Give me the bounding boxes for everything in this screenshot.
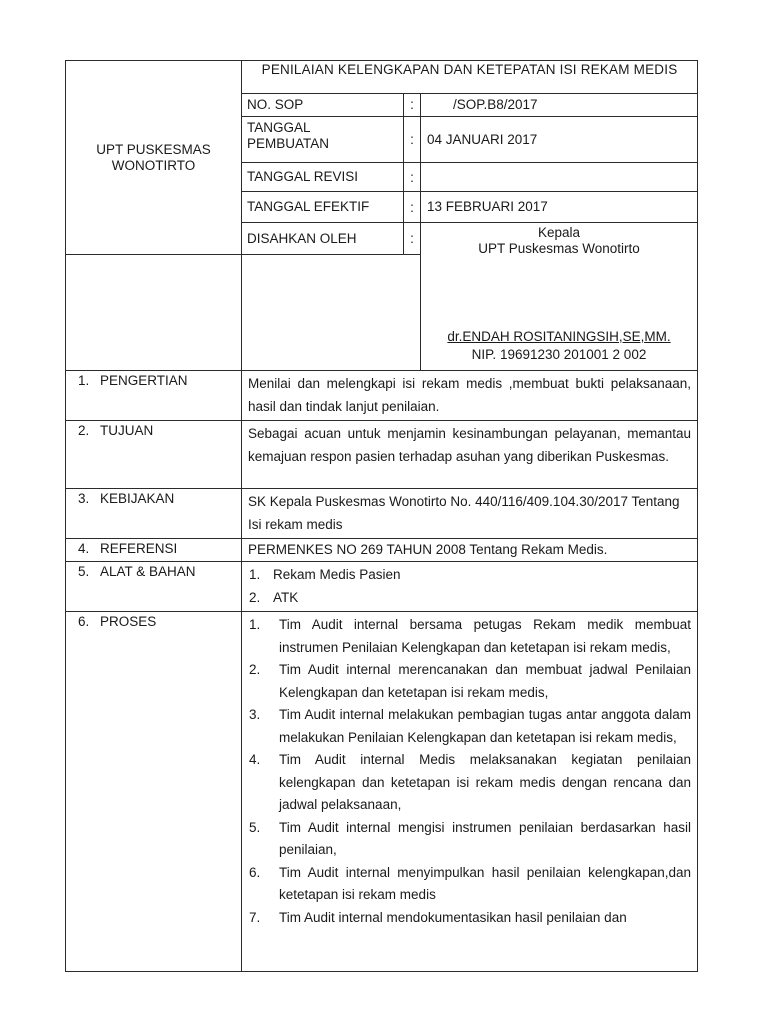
list-text: Tim Audit internal mendokumentasikan hasil penilaian dan — [279, 909, 627, 925]
section-body-alat-bahan — [242, 562, 698, 612]
list-text: Tim Audit internal menyimpulkan hasil penilaian kelengkapan,dan ketetapan isi rekam medis — [279, 864, 692, 902]
list-text: Tim Audit internal merencanakan dan membuat jadwal Penilaian Kelengkapan dan ketetapan isi rekam medis, — [279, 662, 692, 700]
list-item — [248, 659, 691, 704]
colon: : — [404, 163, 421, 192]
section-title: KEBIJAKAN — [100, 491, 175, 506]
list-text: Rekam Medis Pasien — [273, 567, 401, 582]
section-number: 5. — [78, 564, 90, 579]
list-item — [248, 564, 691, 587]
list-text: Tim Audit internal bersama petugas Rekam medik membuat instrumen Penilaian Kelengkapan dan ketetapan isi rekam medis, — [279, 617, 692, 655]
field-value-tanggal-revisi — [421, 163, 698, 192]
section-label-alat-bahan — [66, 562, 242, 612]
section-number: 1. — [78, 373, 90, 388]
list-item — [248, 817, 691, 862]
empty-cell — [242, 255, 421, 371]
list-number: 2. — [249, 589, 261, 605]
sop-table — [65, 60, 698, 972]
section-label-kebijakan — [66, 489, 242, 539]
list-text: ATK — [273, 589, 299, 605]
approver-nip: NIP. 19691230 201001 2 002 — [471, 347, 647, 362]
section-body-referensi: PERMENKES NO 269 TAHUN 2008 Tentang Rekam Medis. — [242, 539, 698, 562]
list-number: 3. — [249, 707, 261, 722]
approver-title — [421, 225, 697, 257]
org-name-cell — [66, 61, 242, 255]
list-item — [248, 907, 691, 930]
approver-title-line2: UPT Puskesmas Wonotirto — [478, 241, 640, 256]
section-number: 3. — [78, 491, 90, 506]
field-label-tanggal-revisi: TANGGAL REVISI — [242, 163, 404, 192]
field-value-no-sop: /SOP.B8/2017 — [421, 94, 698, 117]
list-item — [248, 614, 691, 659]
section-label-proses — [66, 612, 242, 972]
field-label-no-sop: NO. SOP — [242, 94, 404, 117]
section-title: TUJUAN — [100, 423, 154, 438]
section-title: REFERENSI — [100, 541, 178, 556]
colon: : — [404, 94, 421, 117]
list-number: 2. — [249, 662, 261, 677]
list-number: 1. — [249, 567, 261, 582]
list-item — [248, 749, 691, 817]
field-label-tanggal-efektif: TANGGAL EFEKTIF — [242, 192, 404, 223]
section-title: PENGERTIAN — [100, 373, 188, 388]
field-value-tanggal-efektif: 13 FEBRUARI 2017 — [421, 192, 698, 223]
list-text: Tim Audit internal melakukan pembagian tugas antar anggota dalam melakukan Penilaian Kelengkapan dan ketetapan isi rekam medis, — [279, 707, 692, 745]
list-text: Tim Audit internal mengisi instrumen penilaian berdasarkan hasil penilaian, — [279, 819, 692, 857]
list-number: 7. — [249, 909, 261, 925]
label-text: TANGGAL PEMBUATAN — [247, 120, 330, 151]
section-body-pengertian: Menilai dan melengkapi isi rekam medis ,membuat bukti pelaksanaan, hasil dan tindak lanjut penilaian. — [242, 371, 698, 421]
section-body-kebijakan: SK Kepala Puskesmas Wonotirto No. 440/116/409.104.30/2017 Tentang Isi rekam medis — [242, 489, 698, 539]
section-body-proses — [242, 612, 698, 972]
empty-cell — [66, 255, 242, 371]
section-number: 2. — [78, 423, 90, 438]
section-number: 4. — [78, 541, 90, 556]
colon: : — [404, 223, 421, 255]
approval-block — [421, 223, 698, 371]
doc-title: PENILAIAN KELENGKAPAN DAN KETEPATAN ISI REKAM MEDIS — [242, 61, 698, 94]
section-label-referensi — [66, 539, 242, 562]
field-value-tanggal-pembuatan: 04 JANUARI 2017 — [421, 117, 698, 163]
section-title: ALAT & BAHAN — [100, 564, 196, 579]
colon: : — [404, 117, 421, 163]
section-body-tujuan: Sebagai acuan untuk menjamin kesinambungan pelayanan, memantau kemajuan respon pasien terhadap asuhan yang diberikan Puskesmas. — [242, 421, 698, 489]
list-text: Tim Audit internal Medis melaksanakan kegiatan penilaian kelengkapan dan ketetapan isi rekam medis dengan rencana dan jadwal pelaksanaan, — [279, 752, 692, 812]
list-number: 6. — [249, 864, 261, 880]
section-title: PROSES — [100, 614, 157, 629]
list-item — [248, 862, 691, 907]
alat-list — [248, 564, 691, 609]
org-name: UPT PUSKESMAS WONOTIRTO — [96, 141, 211, 173]
list-number: 1. — [249, 617, 261, 632]
approver-signature — [421, 328, 697, 364]
colon: : — [404, 192, 421, 223]
approver-title-line1: Kepala — [537, 225, 581, 240]
section-label-tujuan — [66, 421, 242, 489]
section-number: 6. — [78, 614, 90, 629]
field-label-tanggal-pembuatan — [242, 117, 404, 163]
list-number: 5. — [249, 819, 261, 835]
field-label-disahkan-oleh: DISAHKAN OLEH — [242, 223, 404, 255]
list-item — [248, 587, 691, 610]
list-number: 4. — [249, 752, 261, 767]
list-item — [248, 704, 691, 749]
section-label-pengertian — [66, 371, 242, 421]
approver-name: dr.ENDAH ROSITANINGSIH,SE,MM. — [447, 329, 671, 344]
proses-steps — [248, 614, 691, 929]
